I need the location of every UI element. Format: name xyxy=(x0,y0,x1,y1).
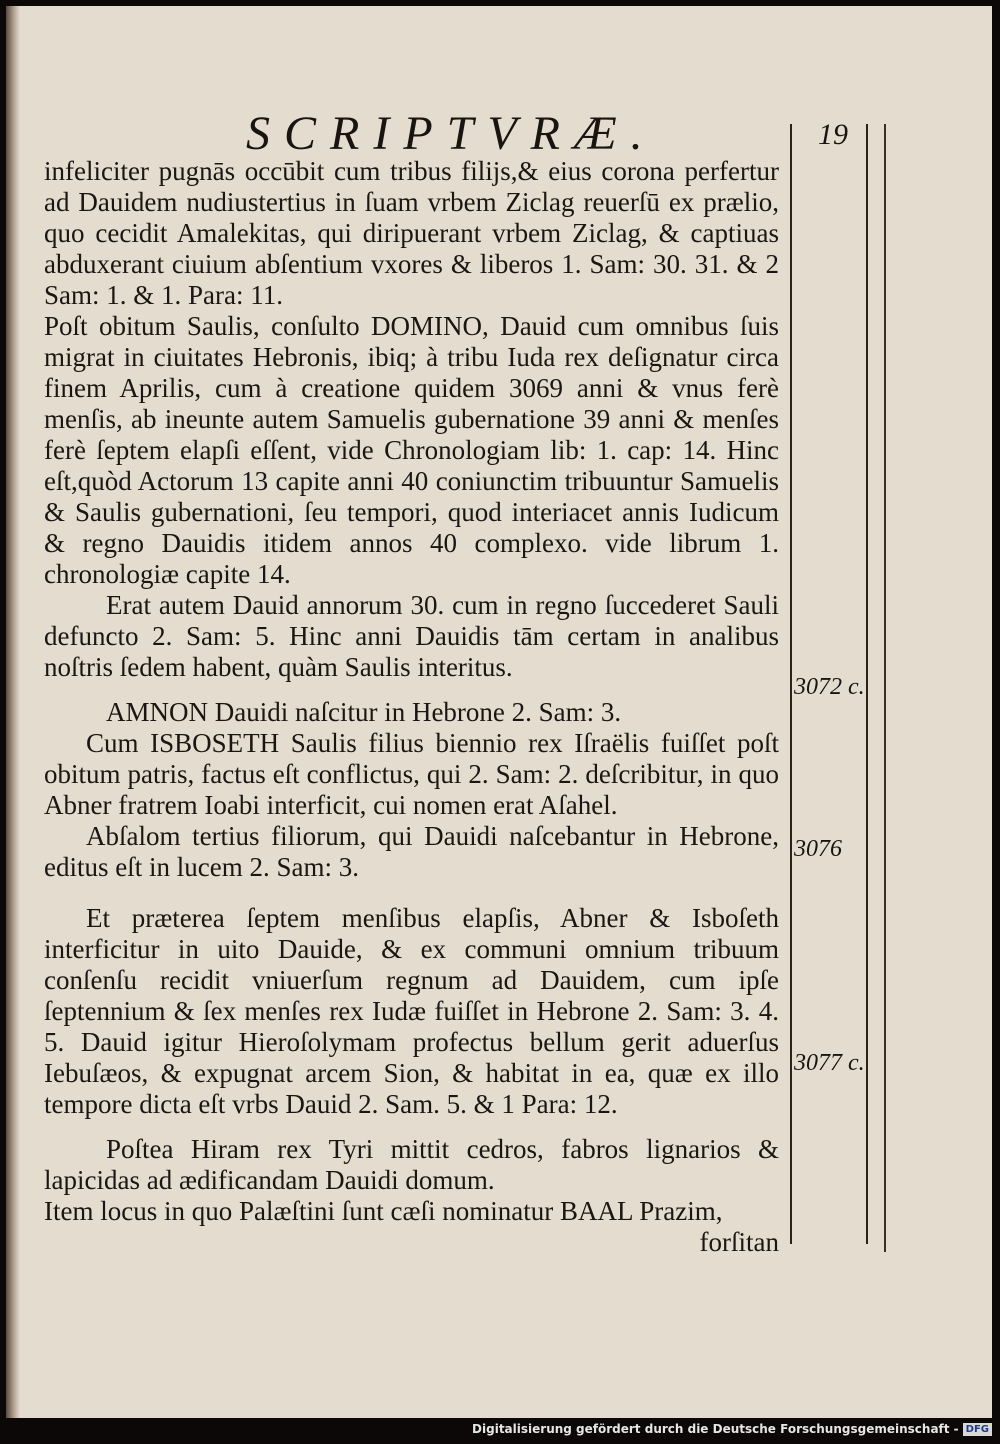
digitization-footer xyxy=(472,1422,992,1436)
scanned-page xyxy=(6,6,992,1418)
margin-rule-left xyxy=(790,124,792,1244)
paragraph: infeliciter pugnās occūbit cum tribus filijs,& eius corona perfertur ad Dauidem nudiustertius in ſuam vrbem Ziclag reuerſū ex prælio, quo cecidit Amalekitas, qui diripuerant vrbem Ziclag, & captiuas abduxerant ciuium abſentium vxores & liberos 1. Sam: 30. 31. & 2 Sam: 1. & 1. Para: 11. xyxy=(44,156,779,310)
margin-rule-outer xyxy=(884,124,886,1252)
page-binding-edge xyxy=(6,6,20,1418)
paragraph: AMNON Dauidi naſcitur in Hebrone 2. Sam: 3. xyxy=(106,697,622,727)
running-head: SCRIPTVRÆ. xyxy=(246,107,657,160)
margin-note: 3072 c. xyxy=(794,674,865,700)
body-text xyxy=(44,156,779,1258)
paragraph: Poſtea Hiram rex Tyri mittit cedros, fabros lignarios & lapicidas ad ædificandam Dauidi domum. xyxy=(44,1134,779,1195)
margin-note: 3076 xyxy=(794,836,842,862)
footer-credit: Digitalisierung gefördert durch die Deutsche Forschungsgemeinschaft - xyxy=(472,1422,959,1436)
paragraph: Item locus in quo Palæſtini ſunt cæſi nominatur BAAL Prazim, xyxy=(44,1196,723,1226)
margin-note: 3077 c. xyxy=(794,1050,865,1076)
paragraph: Poſt obitum Saulis, conſulto DOMINO, Dauid cum omnibus ſuis migrat in ciuitates Hebronis, ibiq; à tribu Iuda rex deſignatur circa finem Aprilis, cum à creatione quidem 3069 anni & vnus ferè menſis, ab ineunte autem Samuelis gubernatione 39 anni & menſes ferè ſeptem elapſi eſſent, vide Chronologiam lib: 1. cap: 14. Hinc eſt,quòd Actorum 13 capite anni 40 coniunctim tribuuntur Samuelis & Saulis gubernationi, ſeu tempori, quod interiacet annis Iudicum & regno Dauidis itidem annos 40 complexo. vide librum 1. chronologiæ capite 14. xyxy=(44,311,779,589)
dfg-logo-icon: DFG xyxy=(963,1423,992,1436)
paragraph: Abſalom tertius filiorum, qui Dauidi naſcebantur in Hebrone, editus eſt in lucem 2. Sam: 3. xyxy=(44,821,779,882)
paragraph: Et præterea ſeptem menſibus elapſis, Abner & Isboſeth interficitur in uito Dauide, & ex communi omnium tribuum conſenſu recidit vniuerſum regnum ad Dauidem, cum ipſe ſeptennium & ſex menſes rex Iudæ fuiſſet in Hebrone 2. Sam: 3. 4. 5. Dauid igitur Hieroſolymam profectus bellum gerit aduerſus Iebuſæos, & expugnat arcem Sion, & habitat in ea, quæ ex illo tempore dicta eſt vrbs Dauid 2. Sam. 5. & 1 Para: 12. xyxy=(44,903,779,1119)
catchword: forſitan xyxy=(699,1227,779,1257)
paragraph: Cum ISBOSETH Saulis filius biennio rex Iſraëlis fuiſſet poſt obitum patris, factus eſt conflictus, qui 2. Sam: 2. deſcribitur, in quo Abner fratrem Ioabi interficit, cui nomen erat Aſahel. xyxy=(44,728,779,820)
paragraph: Erat autem Dauid annorum 30. cum in regno ſuccederet Sauli defuncto 2. Sam: 5. Hinc anni Dauidis tām certam in analibus noſtris ſedem habent, quàm Saulis interitus. xyxy=(44,590,779,682)
margin-rule-right xyxy=(866,124,868,1244)
page-number: 19 xyxy=(818,118,848,151)
